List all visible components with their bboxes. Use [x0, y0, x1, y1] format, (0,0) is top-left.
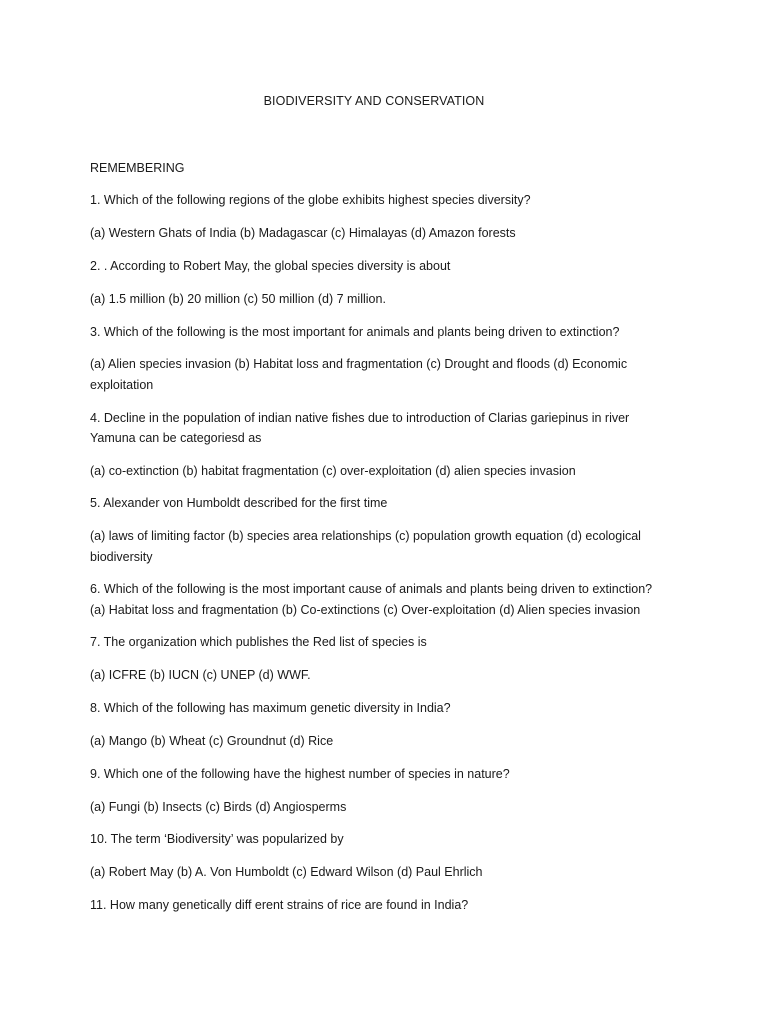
question-5: 5. Alexander von Humboldt described for the first time [90, 496, 388, 510]
answer-options-3: (a) Alien species invasion (b) Habitat loss and fragmentation (c) Drought and floods (d) Economic [90, 357, 628, 371]
question-7: 7. The organization which publishes the Red list of species is [90, 635, 427, 649]
question-3: 3. Which of the following is the most important for animals and plants being driven to extinction? [90, 325, 620, 339]
question-10: 10. The term ‘Biodiversity’ was popularized by [90, 832, 344, 846]
question-1: 1. Which of the following regions of the globe exhibits highest species diversity? [90, 193, 531, 207]
answer-options-2: (a) 1.5 million (b) 20 million (c) 50 million (d) 7 million. [90, 292, 386, 306]
question-4: 4. Decline in the population of indian native fishes due to introduction of Clarias gariepinus in river [90, 411, 630, 425]
answer-options-4: (a) co-extinction (b) habitat fragmentation (c) over-exploitation (d) alien species invasion [90, 464, 576, 478]
answer-options-9: (a) Fungi (b) Insects (c) Birds (d) Angiosperms [90, 800, 347, 814]
document-title: BIODIVERSITY AND CONSERVATION [263, 94, 485, 108]
question-2: 2. . According to Robert May, the global species diversity is about [90, 259, 451, 273]
question-6: 6. Which of the following is the most important cause of animals and plants being driven to extinction? [90, 582, 653, 596]
answer-options-6: (a) Habitat loss and fragmentation (b) Co-extinctions (c) Over-exploitation (d) Alien species invasion [90, 603, 641, 617]
answer-options-1: (a) Western Ghats of India (b) Madagascar (c) Himalayas (d) Amazon forests [90, 226, 516, 240]
question-8: 8. Which of the following has maximum genetic diversity in India? [90, 701, 451, 715]
question-9: 9. Which one of the following have the highest number of species in nature? [90, 767, 510, 781]
answer-options-5-continued: biodiversity [90, 550, 153, 564]
answer-options-5: (a) laws of limiting factor (b) species area relationships (c) population growth equation (d) ecological [90, 529, 641, 543]
answer-options-7: (a) ICFRE (b) IUCN (c) UNEP (d) WWF. [90, 668, 311, 682]
answer-options-8: (a) Mango (b) Wheat (c) Groundnut (d) Rice [90, 734, 334, 748]
question-4-continued: Yamuna can be categoriesd as [90, 431, 262, 445]
answer-options-3-continued: exploitation [90, 378, 154, 392]
answer-options-10: (a) Robert May (b) A. Von Humboldt (c) Edward Wilson (d) Paul Ehrlich [90, 865, 483, 879]
section-heading: REMEMBERING [90, 161, 185, 175]
question-11: 11. How many genetically diff erent strains of rice are found in India? [90, 898, 469, 912]
